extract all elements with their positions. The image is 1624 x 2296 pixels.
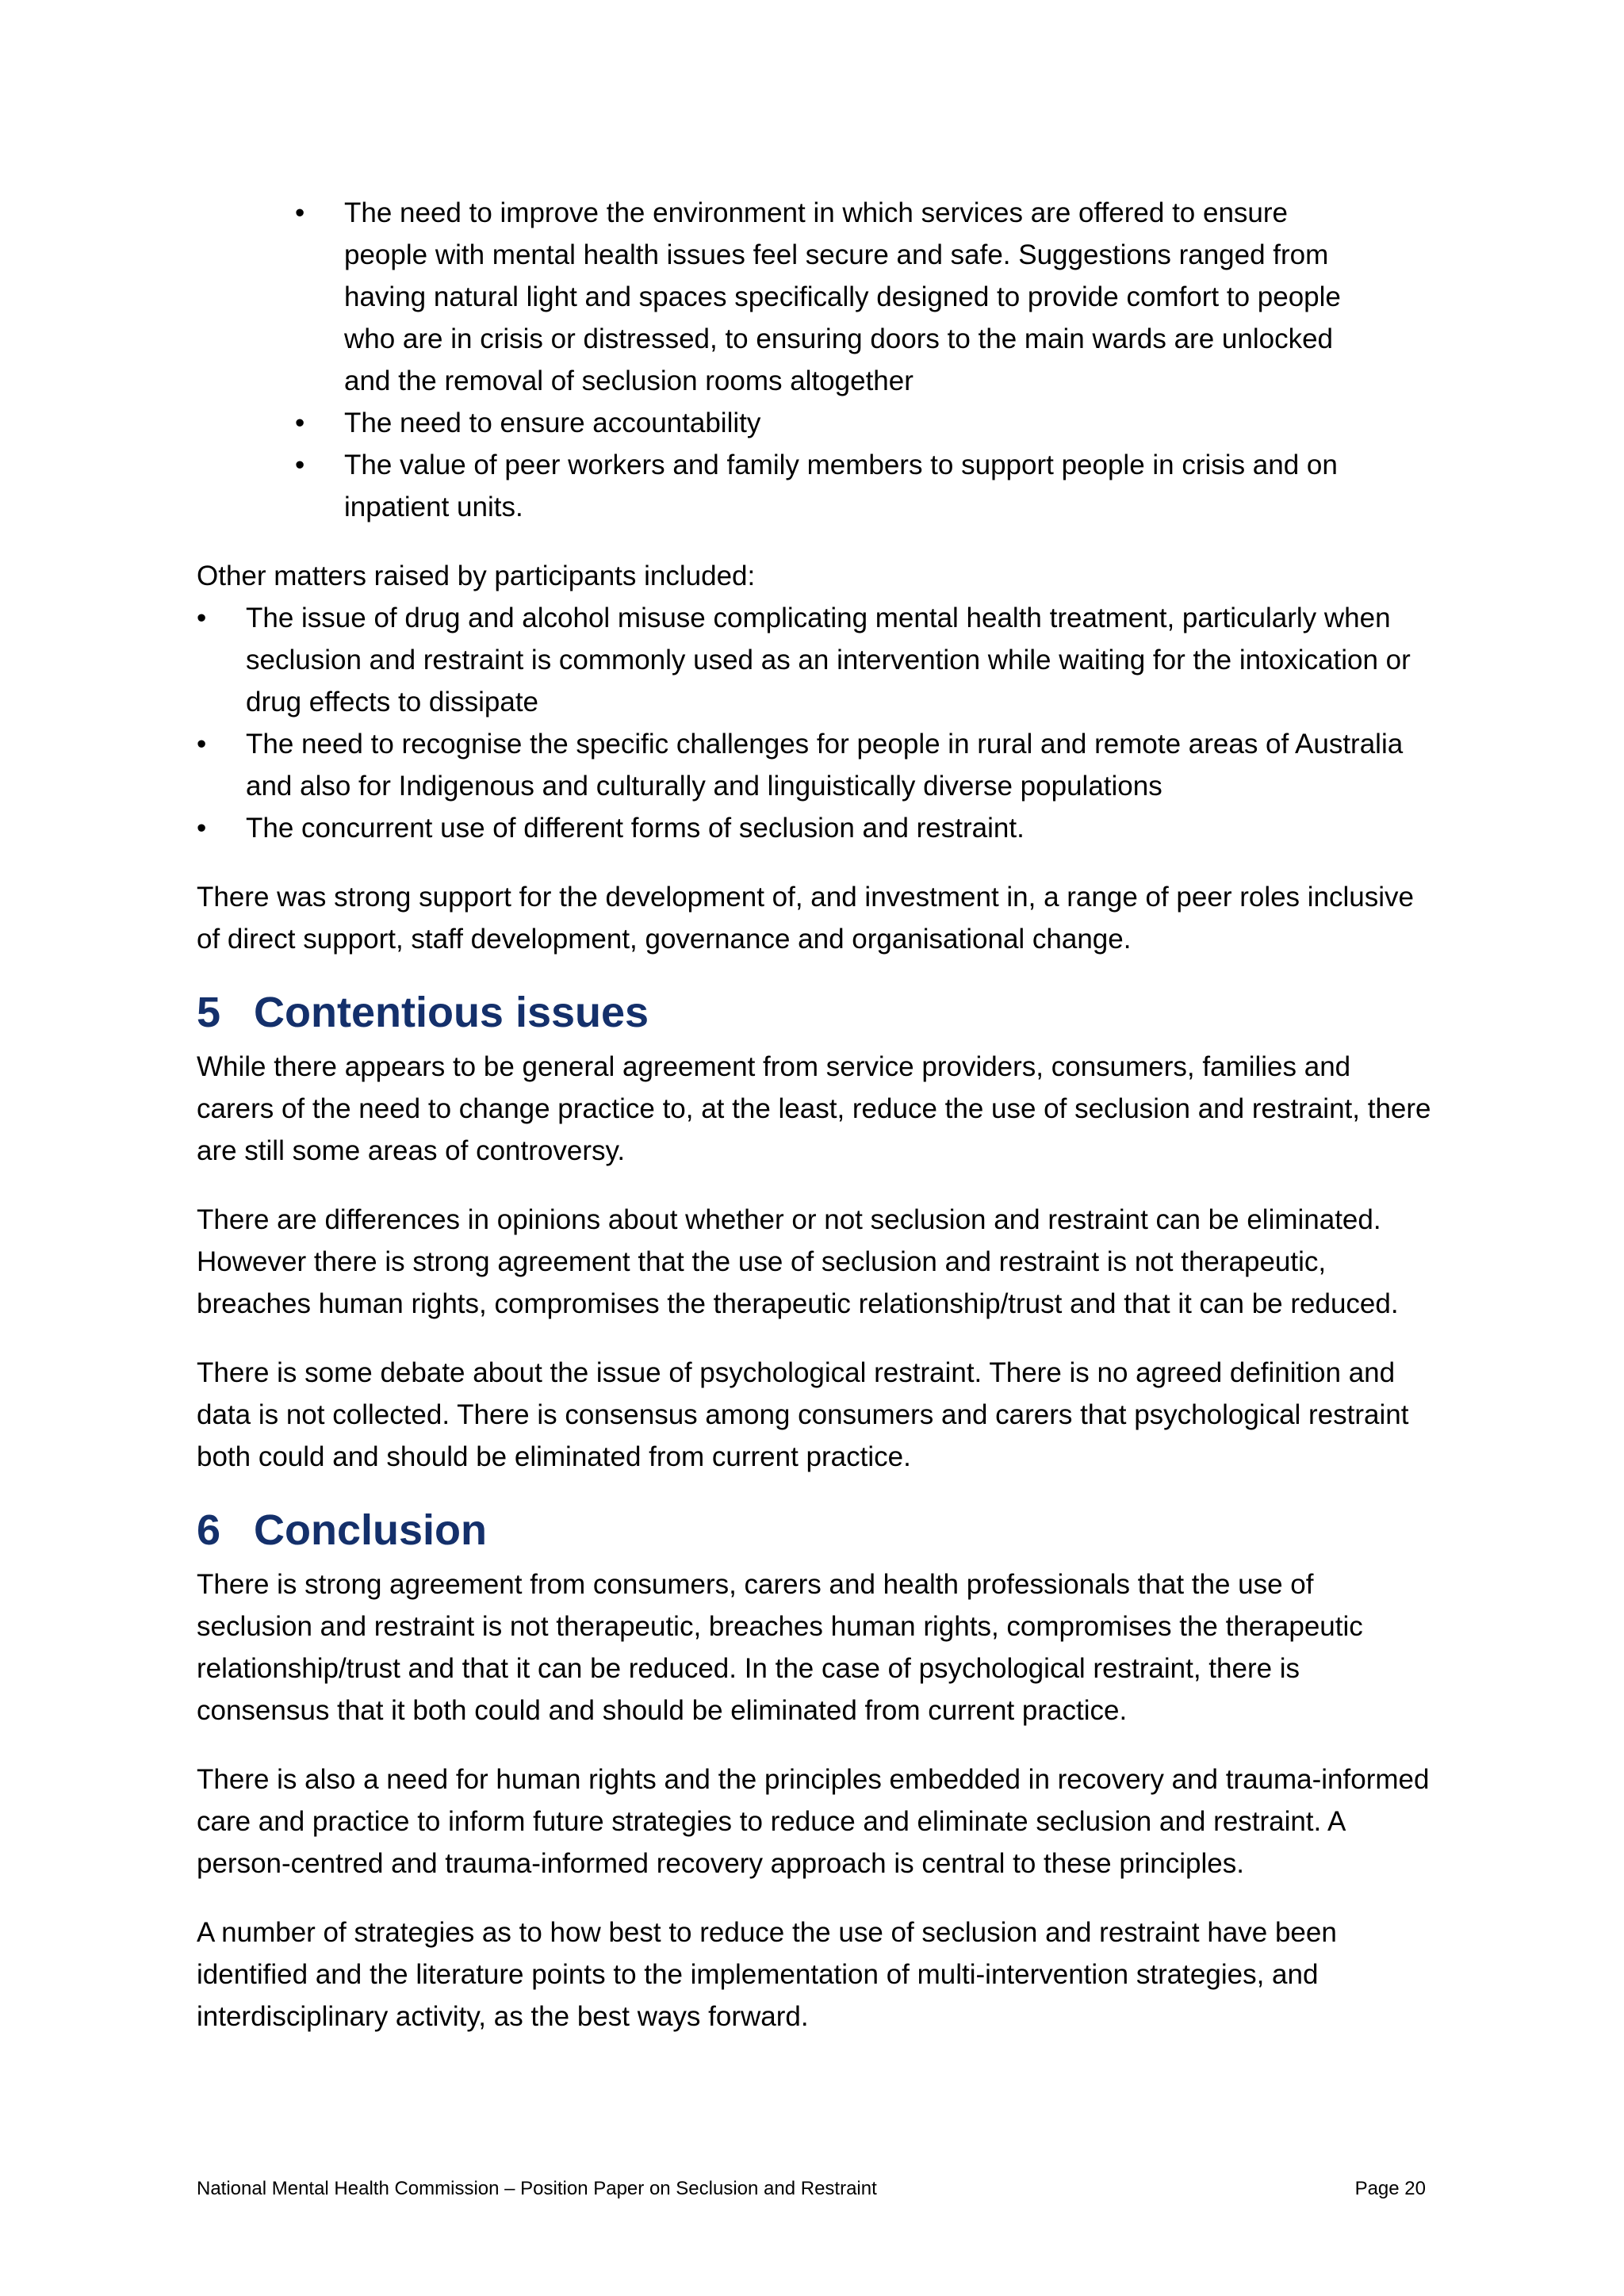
list-item: • The value of peer workers and family members to support people in crisis and on inpatient units. (295, 444, 1358, 528)
bullet-icon: • (295, 408, 305, 438)
footer-title: National Mental Health Commission – Position Paper on Seclusion and Restraint (197, 2178, 877, 2199)
section-number: 6 (197, 1506, 221, 1554)
paragraph: A number of strategies as to how best to reduce the use of seclusion and restraint have been identified and the literature points to the implementation of multi-intervention strategies, and interdisciplinary activity, as the best ways forward. (197, 1917, 1337, 2032)
other-matters-list (197, 597, 1434, 849)
paragraph: While there appears to be general agreement from service providers, consumers, families and carers of the need to change practice to, at the least, reduce the use of seclusion and restraint, there are still some areas of controversy. (197, 1051, 1431, 1166)
list-item: • The need to ensure accountability (295, 402, 1358, 444)
peer-roles-paragraph: There was strong support for the development of, and investment in, a range of peer roles inclusive of direct support, staff development, governance and organisational change. (197, 882, 1415, 955)
list-item: • The need to recognise the specific challenges for people in rural and remote areas of Australia and also for Indigenous and culturally and linguistically diverse populations (197, 723, 1434, 807)
bullet-icon: • (197, 813, 207, 844)
list-item: • The issue of drug and alcohol misuse complicating mental health treatment, particularly when seclusion and restraint is commonly used as an intervention while waiting for the intoxication or drug effects to dissipate (197, 597, 1434, 723)
paragraph: There is some debate about the issue of psychological restraint. There is no agreed definition and data is not collected. There is consensus among consumers and carers that psychological restraint both could and should be eliminated from current practice. (197, 1357, 1409, 1472)
section-number: 5 (197, 989, 221, 1036)
bullet-icon: • (295, 450, 305, 480)
list-item: • The concurrent use of different forms of seclusion and restraint. (197, 807, 1434, 849)
bullet-icon: • (197, 729, 207, 760)
other-matters-intro: Other matters raised by participants included: (197, 561, 756, 591)
paragraph: There is also a need for human rights and the principles embedded in recovery and trauma-informed care and practice to inform future strategies to reduce and eliminate seclusion and restraint. A person-centred and trauma-informed recovery approach is central to these principles. (197, 1764, 1430, 1879)
paragraph: There are differences in opinions about whether or not seclusion and restraint can be eliminated. However there is strong agreement that the use of seclusion and restraint is not therapeutic, breaches human rights, compromises the therapeutic relationship/trust and that it can be reduced. (197, 1204, 1399, 1319)
page-footer (197, 2177, 1426, 2201)
section-heading-contentious-issues (197, 984, 1434, 1041)
paragraph: There is strong agreement from consumers, carers and health professionals that the use of seclusion and restraint is not therapeutic, breaches human rights, compromises the therapeutic relationship/trust and that it can be reduced. In the case of psychological restraint, there is consensus that it both could and should be eliminated from current practice. (197, 1569, 1363, 1726)
section-title: Conclusion (254, 1506, 487, 1554)
list-item: • The need to improve the environment in which services are offered to ensure people with mental health issues feel secure and safe. Suggestions ranged from having natural light and spaces specifically designed to provide comfort to people who are in crisis or distressed, to ensuring doors to the main wards are unlocked and the removal of seclusion rooms altogether (295, 192, 1358, 402)
recommendations-list (295, 192, 1358, 528)
section-heading-conclusion (197, 1502, 1434, 1559)
section-title: Contentious issues (254, 989, 649, 1036)
bullet-icon: • (295, 197, 305, 228)
page-number: Page 20 (1354, 2178, 1426, 2199)
document-body (197, 192, 1434, 2038)
bullet-icon: • (197, 603, 207, 633)
